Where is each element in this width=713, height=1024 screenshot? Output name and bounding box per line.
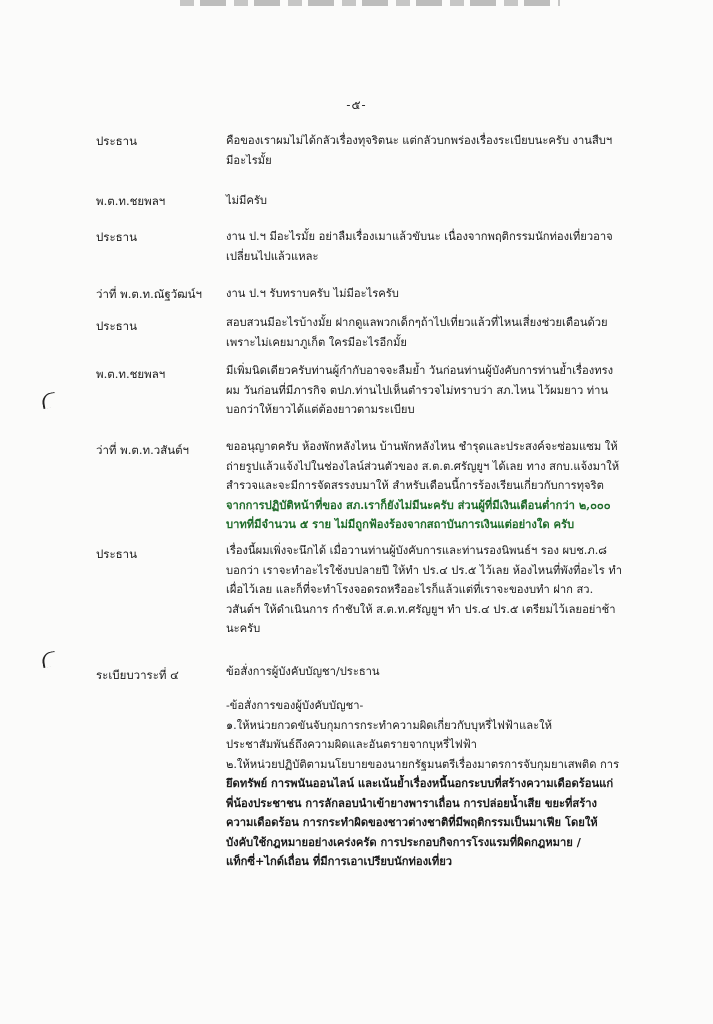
text-line: บอกว่าให้ยาวได้แต่ต้องยาวตามระเบียบ xyxy=(226,403,415,416)
margin-punch-mark xyxy=(41,651,57,668)
text-line: บอกว่า เราจะทำอะไรใช้งบปลายปี ให้ทำ ปร.๔ ปร.๕ ไว้เลย ห้องไหนที่พังที่อะไร ทำ xyxy=(226,563,622,577)
text-line: วสันต์ฯ ให้ดำเนินการ กำชับให้ ส.ต.ท.ศรัญยูฯ ทำ ปร.๔ ปร.๕ เตรียมไว้เลยอย่าช้า xyxy=(226,602,616,616)
highlighted-text-line: จากการปฏิบัติหน้าที่ของ สภ.เราก็ยังไม่มีนะครับ ส่วนผู้ที่มีเงินเดือนต่ำกว่า ๒,๐๐๐ xyxy=(226,497,611,512)
speech-text xyxy=(226,437,630,535)
speaker-label: ประธาน xyxy=(96,230,137,244)
text-line: เผื่อไว้เลย และก็ที่จะทำโรงจอดรถหรืออะไรก็แล้วแต่ที่เราจะของบทำ ฝาก สว. xyxy=(226,583,594,596)
order-line: ยึดทรัพย์ การพนันออนไลน์ และเน้นย้ำเรื่องหนี้นอกระบบที่สร้างความเดือดร้อนแก่ xyxy=(226,776,614,790)
page-number: -๕- xyxy=(346,98,367,112)
margin-punch-mark xyxy=(41,392,57,409)
orders-text xyxy=(226,696,630,872)
agenda-label: ระเบียบวาระที่ ๔ xyxy=(96,668,179,682)
order-line: บังคับใช้กฎหมายอย่างเคร่งครัด การประกอบกิจการโรงแรมที่ผิดกฎหมาย / xyxy=(226,834,581,849)
orders-heading: -ข้อสั่งการของผู้บังคับบัญชา- xyxy=(226,699,364,712)
text-line: ผม วันก่อนที่มีภารกิจ ตปภ.ท่านไปเห็นตำรวจไม่ทราบว่า สภ.ไหน ไว้ผมยาว ท่าน xyxy=(226,383,609,397)
order-line: แท็กซี่+ไกด์เถื่อน ที่มีการเอาเปรียบนักท่องเที่ยว xyxy=(226,854,453,868)
order-line: ความเดือดร้อน การกระทำผิดของชาวต่างชาติที่มีพฤติกรรมเป็นมาเฟีย โดยให้ xyxy=(226,815,598,829)
order-line: พี่น้องประชาชน การลักลอบนำเข้ายางพาราเถื่อน การปล่อยน้ำเสีย ขยะที่สร้าง xyxy=(226,795,597,810)
speech-text xyxy=(226,361,630,420)
speech-text xyxy=(226,131,630,170)
text-line: มีอะไรมั้ย xyxy=(226,153,272,167)
speaker-label: พ.ต.ท.ชยพลฯ xyxy=(96,367,166,381)
text-line: สอบสวนมีอะไรบ้างมั้ย ฝากดูแลพวกเด็กๆถ้าไปเที่ยวแล้วที่ไหนเสี่ยงช่วยเตือนด้วย xyxy=(226,316,608,329)
text-line: เปลี่ยนไปแล้วแหละ xyxy=(226,249,319,263)
speaker-label: ประธาน xyxy=(96,134,137,148)
text-line: มีเพิ่มนิดเดียวครับท่านผู้กำกับอาจจะลืมย้ำ วันก่อนท่านผู้บังคับการท่านย้ำเรื่องทรง xyxy=(226,364,614,377)
text-line: นะครับ xyxy=(226,622,261,635)
speaker-label: ประธาน xyxy=(96,547,137,561)
speech-text xyxy=(226,227,630,266)
text-line: ถ่ายรูปแล้วแจ้งไปในช่องไลน์ส่วนตัวของ ส.ต.ต.ศรัญยูฯ ได้เลย ทาง สกบ.แจ้งมาให้ xyxy=(226,459,620,473)
text-line: ขออนุญาตครับ ห้องพักหลังไหน บ้านพักหลังไหน ชำรุดและประสงค์จะซ่อมแซม ให้ xyxy=(226,440,618,453)
order-line: ๒.ให้หน่วยปฏิบัติตามนโยบายของนายกรัฐมนตรีเรื่องมาตรการจับกุมยาเสพติด การ xyxy=(226,757,620,771)
speaker-label: ว่าที่ พ.ต.ท.วสันต์ฯ xyxy=(96,443,190,457)
speech-text xyxy=(226,541,630,639)
speech-text xyxy=(226,191,630,211)
speaker-label: พ.ต.ท.ชยพลฯ xyxy=(96,194,166,208)
text-line: สำรวจและจะมีการจัดสรรงบมาให้ สำหรับเดือนนี้การร้องเรียนเกี่ยวกับการทุจริต xyxy=(226,479,604,492)
order-line: ๑.ให้หน่วยกวดขันจับกุมการกระทำความผิดเกี่ยวกับบุหรี่ไฟฟ้าและให้ xyxy=(226,718,552,732)
text-line: ไม่มีครับ xyxy=(226,194,267,207)
text-line: เพราะไม่เคยมาภูเก็ต ใครมีอะไรอีกมั้ย xyxy=(226,335,407,349)
speaker-label: ประธาน xyxy=(96,319,137,333)
text-line: งาน ป.ฯ มีอะไรมั้ย อย่าลืมเรื่องเมาแล้วขับนะ เนื่องจากพฤติกรรมนักท่องเที่ยวอาจ xyxy=(226,230,613,243)
highlighted-text-line: บาทที่มีจำนวน ๕ ราย ไม่มีถูกฟ้องร้องจากสถาบันการเงินแต่อย่างใด ครับ xyxy=(226,517,575,531)
speech-text xyxy=(226,284,630,304)
speech-text xyxy=(226,313,630,352)
text-line: งาน ป.ฯ รับทราบครับ ไม่มีอะไรครับ xyxy=(226,287,399,300)
text-line: เรื่องนี้ผมเพิ่งจะนึกได้ เมื่อวานท่านผู้บังคับการและท่านรองนิพนธ์ฯ รอง ผบช.ภ.๘ xyxy=(226,544,607,557)
text-line: คือของเราผมไม่ได้กลัวเรื่องทุจริตนะ แต่กลัวบกพร่องเรื่องระเบียบนะครับ งานสืบฯ xyxy=(226,134,613,147)
speaker-label: ว่าที่ พ.ต.ท.ณัฐวัฒน์ฯ xyxy=(96,287,202,301)
agenda-title xyxy=(226,662,630,682)
top-bleed-through-text xyxy=(180,0,560,6)
order-line: ประชาสัมพันธ์ถึงความผิดและอันตรายจากบุหรี่ไฟฟ้า xyxy=(226,738,477,751)
text-line: ข้อสั่งการผู้บังคับบัญชา/ประธาน xyxy=(226,665,380,678)
